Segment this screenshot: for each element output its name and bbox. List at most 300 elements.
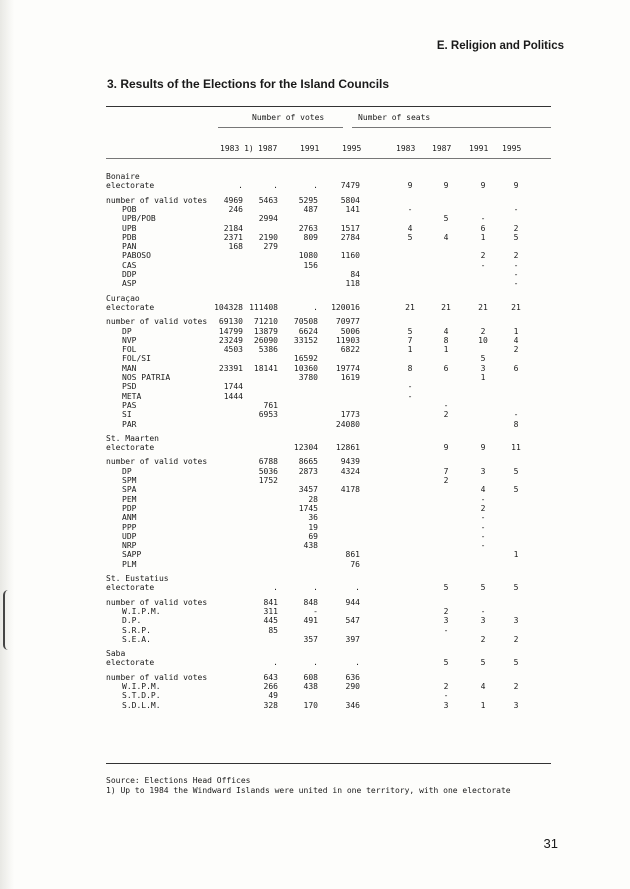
table-row	[0, 658, 630, 667]
row-label: MAN	[122, 363, 137, 373]
table-row	[0, 626, 630, 635]
table-row	[0, 523, 630, 532]
vote-cell: 487	[303, 204, 318, 214]
vote-cell: 69	[308, 531, 318, 541]
seat-cell: 8	[407, 363, 413, 373]
seat-cell: 5	[480, 354, 486, 364]
vote-cell: 6822	[340, 345, 360, 355]
table-row	[0, 649, 630, 658]
vote-cell: 18141	[253, 363, 278, 373]
seat-cell: 1	[480, 373, 486, 382]
seat-cell: 4	[480, 682, 486, 691]
vote-cell: 1745	[298, 503, 318, 513]
row-label: PAN	[122, 242, 137, 252]
seat-cell: 2	[443, 410, 449, 420]
row-label: S.T.D.P.	[122, 691, 161, 701]
table-row	[0, 303, 630, 312]
table-row	[0, 364, 630, 373]
vote-cell: 2371	[223, 232, 243, 242]
seat-cell: 6	[513, 363, 519, 373]
seat-cell: 2	[513, 251, 519, 261]
vote-cell: 111408	[249, 302, 278, 312]
vote-cell: 5386	[258, 345, 278, 355]
vote-cell: 290	[345, 682, 360, 691]
vote-cell: 2873	[298, 466, 318, 476]
vote-cell: 69130	[218, 317, 243, 327]
seat-cell: -	[513, 204, 519, 214]
vote-cell: 2994	[258, 214, 278, 224]
table-row	[0, 270, 630, 279]
seat-cell: 1	[513, 326, 519, 336]
vote-cell: 76	[350, 559, 360, 569]
vote-cell: 5036	[258, 466, 278, 476]
row-label: PPP	[122, 522, 137, 532]
vote-cell: 10360	[293, 363, 318, 373]
table-bottom-rule	[106, 763, 551, 764]
seat-cell: -	[480, 260, 486, 270]
page-title: 3. Results of the Elections for the Island Councils	[107, 77, 390, 91]
table-row	[0, 214, 630, 223]
table-row	[0, 673, 630, 682]
seat-cell: 21	[405, 302, 415, 312]
row-label: S.E.A.	[122, 634, 151, 644]
table-row	[0, 373, 630, 382]
seat-cell: -	[480, 522, 486, 532]
row-label: PSD	[122, 382, 137, 392]
vote-cell: 397	[345, 634, 360, 644]
table-top-rule	[106, 106, 551, 107]
row-label: POB	[122, 204, 137, 214]
row-label: PEM	[122, 494, 137, 504]
vote-cell: 19	[308, 522, 318, 532]
vote-cell: 346	[345, 700, 360, 710]
vote-cell: 4503	[223, 345, 243, 355]
vote-cell: 7479	[340, 181, 360, 191]
vote-cell: 643	[263, 672, 278, 682]
row-label: DP	[122, 326, 132, 336]
vote-cell: 1517	[340, 223, 360, 233]
vote-cell: 156	[303, 260, 318, 270]
table-row	[0, 317, 630, 326]
seat-cell: 1	[443, 345, 449, 355]
vote-cell: 1744	[223, 382, 243, 392]
source-note: Source: Elections Head Offices	[106, 776, 251, 785]
row-label: ASP	[122, 279, 137, 289]
vote-cell: 944	[345, 597, 360, 607]
row-label: S.R.P.	[122, 625, 151, 635]
vote-cell: 5463	[258, 195, 278, 205]
page-number: 31	[543, 836, 558, 851]
vote-cell: 6788	[258, 457, 278, 467]
seat-cell: 5	[407, 326, 413, 336]
row-label: FOL	[122, 345, 137, 355]
seat-cell: 21	[511, 302, 521, 312]
table-row	[0, 181, 630, 190]
table-row	[0, 574, 630, 583]
vote-cell: 13879	[253, 326, 278, 336]
row-label: DDP	[122, 270, 137, 279]
row-label: SPA	[122, 485, 137, 495]
seat-cell: 5	[513, 485, 519, 495]
table-row	[0, 354, 630, 363]
table-row	[0, 504, 630, 513]
seat-cell: -	[443, 400, 449, 410]
table-row	[0, 224, 630, 233]
seat-cell: 3	[443, 616, 449, 626]
table-row	[0, 392, 630, 401]
vote-cell: 4178	[340, 485, 360, 495]
row-label: electorate	[106, 583, 155, 593]
table-row	[0, 560, 630, 569]
vote-cell: 16592	[293, 354, 318, 364]
table-row	[0, 251, 630, 260]
table-row	[0, 495, 630, 504]
vote-cell: 841	[263, 597, 278, 607]
vote-cell: 118	[345, 279, 360, 289]
seat-cell: -	[443, 625, 449, 635]
vote-cell: 5295	[298, 195, 318, 205]
row-label: PAS	[122, 400, 137, 410]
vote-year-header: 1983 1)	[220, 144, 254, 153]
row-label: DP	[122, 466, 132, 476]
table-row	[0, 513, 630, 522]
table-row	[0, 336, 630, 345]
seat-cell: 3	[513, 700, 519, 710]
vote-cell: .	[313, 181, 318, 191]
vote-cell: 2190	[258, 232, 278, 242]
seat-cell: -	[407, 382, 413, 392]
seat-cell: 5	[443, 583, 449, 593]
vote-cell: 2184	[223, 223, 243, 233]
seat-year-header: 1983	[396, 144, 416, 153]
vote-cell: 36	[308, 513, 318, 523]
seat-cell: 5	[513, 466, 519, 476]
seat-cell: -	[480, 541, 486, 551]
table-row	[0, 635, 630, 644]
vote-cell: 1773	[340, 410, 360, 420]
table-row	[0, 550, 630, 559]
seat-cell: 2	[513, 634, 519, 644]
row-label: number of valid votes	[106, 597, 208, 607]
table-row	[0, 607, 630, 616]
vote-cell: 266	[263, 682, 278, 691]
row-label: UPB	[122, 223, 137, 233]
vote-cell: 6953	[258, 410, 278, 420]
vote-year-header: 1991	[300, 144, 320, 153]
row-label: Saba	[106, 649, 126, 659]
row-label: electorate	[106, 302, 155, 312]
seat-cell: 3	[513, 616, 519, 626]
vote-cell: 3780	[298, 373, 318, 382]
table-row	[0, 476, 630, 485]
seat-cell: -	[513, 260, 519, 270]
vote-cell: 608	[303, 672, 318, 682]
vote-cell: 1080	[298, 251, 318, 261]
table-row	[0, 382, 630, 391]
table-row	[0, 467, 630, 476]
vote-cell: 71210	[253, 317, 278, 327]
vote-cell: 141	[345, 204, 360, 214]
row-label: SPM	[122, 476, 137, 485]
seat-cell: 4	[480, 485, 486, 495]
seat-cell: 9	[480, 443, 486, 453]
vote-cell: 1752	[258, 476, 278, 485]
seat-cell: 3	[480, 466, 486, 476]
vote-cell: -	[313, 606, 318, 616]
seat-cell: 4	[407, 223, 413, 233]
vote-cell: 1160	[340, 251, 360, 261]
vote-cell: 8665	[298, 457, 318, 467]
table-row	[0, 196, 630, 205]
vote-cell: 23391	[218, 363, 243, 373]
vote-cell: .	[313, 583, 318, 593]
vote-cell: 26090	[253, 335, 278, 345]
vote-cell: 445	[263, 616, 278, 626]
seat-cell: -	[480, 214, 486, 224]
table-row	[0, 327, 630, 336]
vote-cell: 49	[268, 691, 278, 701]
vote-cell: .	[313, 302, 318, 312]
seat-cell: 21	[478, 302, 488, 312]
seat-cell: 3	[443, 700, 449, 710]
seat-cell: 2	[480, 251, 486, 261]
vote-cell: 170	[303, 700, 318, 710]
vote-cell: 279	[263, 242, 278, 252]
vote-cell: 12304	[293, 443, 318, 453]
seat-cell: 2	[513, 345, 519, 355]
seat-cell: -	[480, 494, 486, 504]
vote-cell: 12861	[335, 443, 360, 453]
seat-cell: -	[407, 204, 413, 214]
seat-cell: -	[480, 606, 486, 616]
vote-cell: 761	[263, 400, 278, 410]
row-label: S.D.L.M.	[122, 700, 161, 710]
vote-cell: 438	[303, 682, 318, 691]
table-row	[0, 485, 630, 494]
row-label: PAR	[122, 419, 137, 429]
seat-cell: 4	[443, 232, 449, 242]
vote-cell: .	[238, 181, 243, 191]
seat-cell: 5	[407, 232, 413, 242]
seats-group-header: Number of seats	[358, 113, 431, 122]
vote-cell: 1619	[340, 373, 360, 382]
vote-cell: 848	[303, 597, 318, 607]
seat-cell: 11	[511, 443, 521, 453]
seat-year-header: 1995	[502, 144, 522, 153]
vote-cell: 311	[263, 606, 278, 616]
seats-group-rule	[352, 127, 551, 128]
row-label: NRP	[122, 541, 137, 551]
seat-cell: 7	[443, 466, 449, 476]
seat-cell: 2	[480, 634, 486, 644]
seat-cell: 1	[407, 345, 413, 355]
vote-cell: 6624	[298, 326, 318, 336]
section-header: E. Religion and Politics	[436, 40, 564, 52]
seat-year-header: 1987	[432, 144, 452, 153]
table-row	[0, 205, 630, 214]
vote-cell: 636	[345, 672, 360, 682]
row-label: W.I.P.M.	[122, 606, 161, 616]
seat-cell: 5	[480, 583, 486, 593]
vote-cell: 1444	[223, 391, 243, 401]
vote-cell: 23249	[218, 335, 243, 345]
seat-cell: 1	[480, 700, 486, 710]
vote-cell: .	[313, 658, 318, 668]
table-row	[0, 541, 630, 550]
table-row	[0, 457, 630, 466]
vote-cell: 861	[345, 550, 360, 560]
seat-cell: 5	[513, 232, 519, 242]
seat-cell: 8	[443, 335, 449, 345]
votes-group-rule	[218, 127, 343, 128]
vote-cell: 14799	[218, 326, 243, 336]
footnote: 1) Up to 1984 the Windward Islands were united in one territory, with one electorate	[106, 786, 511, 795]
row-label: D.P.	[122, 616, 142, 626]
row-label: PDB	[122, 232, 137, 242]
seat-cell: 5	[480, 658, 486, 668]
seat-cell: 8	[513, 419, 519, 429]
row-label: number of valid votes	[106, 195, 208, 205]
row-label: UDP	[122, 531, 137, 541]
vote-year-header: 1995	[342, 144, 362, 153]
row-label: Bonaire	[106, 172, 140, 181]
vote-cell: 85	[268, 625, 278, 635]
seat-cell: 9	[443, 443, 449, 453]
seat-cell: 1	[513, 550, 519, 560]
vote-cell: 246	[228, 204, 243, 214]
seat-cell: 5	[513, 658, 519, 668]
row-label: FOL/SI	[122, 354, 151, 364]
seat-cell: 9	[407, 181, 413, 191]
table-row	[0, 443, 630, 452]
row-label: W.I.P.M.	[122, 682, 161, 691]
vote-cell: .	[355, 658, 360, 668]
row-label: SI	[122, 410, 132, 420]
vote-cell: 5006	[340, 326, 360, 336]
row-label: electorate	[106, 181, 155, 191]
seat-cell: -	[513, 270, 519, 279]
seat-cell: 7	[407, 335, 413, 345]
row-label: UPB/POB	[122, 214, 156, 224]
vote-cell: 24080	[335, 419, 360, 429]
table-row	[0, 410, 630, 419]
seat-cell: 1	[480, 232, 486, 242]
vote-cell: 70508	[293, 317, 318, 327]
row-label: NVP	[122, 335, 137, 345]
seat-cell: 9	[480, 181, 486, 191]
seat-cell: -	[513, 279, 519, 289]
vote-cell: 809	[303, 232, 318, 242]
table-row	[0, 401, 630, 410]
seat-cell: 9	[443, 181, 449, 191]
table-row	[0, 701, 630, 710]
seat-cell: 2	[443, 682, 449, 691]
vote-cell: 547	[345, 616, 360, 626]
table-row	[0, 532, 630, 541]
vote-cell: 120016	[331, 302, 360, 312]
row-label: number of valid votes	[106, 672, 208, 682]
vote-year-header: 1987	[258, 144, 278, 153]
seat-cell: 2	[443, 606, 449, 616]
row-label: CAS	[122, 260, 137, 270]
table-row	[0, 691, 630, 700]
vote-cell: 4969	[223, 195, 243, 205]
seat-cell: 2	[480, 503, 486, 513]
table-row	[0, 242, 630, 251]
vote-cell: 3457	[298, 485, 318, 495]
seat-cell: 2	[513, 223, 519, 233]
row-label: PDP	[122, 503, 137, 513]
table-row	[0, 172, 630, 181]
row-label: St. Maarten	[106, 433, 159, 443]
vote-cell: .	[273, 181, 278, 191]
table-row	[0, 294, 630, 303]
seat-cell: 4	[443, 326, 449, 336]
votes-group-header: Number of votes	[252, 113, 325, 122]
row-label: ANM	[122, 513, 137, 523]
seat-cell: 9	[513, 181, 519, 191]
table-row	[0, 583, 630, 592]
seat-year-header: 1991	[469, 144, 489, 153]
vote-cell: .	[273, 583, 278, 593]
table-row	[0, 279, 630, 288]
vote-cell: 2763	[298, 223, 318, 233]
vote-cell: 168	[228, 242, 243, 252]
seat-cell: 2	[443, 476, 449, 485]
vote-cell: 19774	[335, 363, 360, 373]
vote-cell: 5804	[340, 195, 360, 205]
vote-cell: 84	[350, 270, 360, 279]
row-label: electorate	[106, 443, 155, 453]
table-row	[0, 345, 630, 354]
table-row	[0, 434, 630, 443]
seat-cell: 6	[480, 223, 486, 233]
seat-cell: 5	[443, 214, 449, 224]
seat-cell: 2	[513, 682, 519, 691]
vote-cell: 438	[303, 541, 318, 551]
vote-cell: 2784	[340, 232, 360, 242]
seat-cell: 3	[480, 363, 486, 373]
row-label: SAPP	[122, 550, 142, 560]
vote-cell: 4324	[340, 466, 360, 476]
row-label: number of valid votes	[106, 457, 208, 467]
vote-cell: 33152	[293, 335, 318, 345]
vote-cell: 491	[303, 616, 318, 626]
row-label: META	[122, 391, 142, 401]
row-label: Curaçao	[106, 293, 140, 303]
row-label: St. Eustatius	[106, 574, 169, 583]
header-bottom-rule	[106, 158, 551, 159]
vote-cell: 357	[303, 634, 318, 644]
table-row	[0, 616, 630, 625]
row-label: electorate	[106, 658, 155, 668]
seat-cell: 5	[443, 658, 449, 668]
vote-cell: 9439	[340, 457, 360, 467]
vote-cell: .	[273, 658, 278, 668]
row-label: number of valid votes	[106, 317, 208, 327]
vote-cell: 11903	[335, 335, 360, 345]
table-row	[0, 598, 630, 607]
vote-cell: 328	[263, 700, 278, 710]
vote-cell: 70977	[335, 317, 360, 327]
vote-cell: .	[355, 583, 360, 593]
row-label: PLM	[122, 559, 137, 569]
row-label: PABOSO	[122, 251, 151, 261]
table-row	[0, 233, 630, 242]
seat-cell: 4	[513, 335, 519, 345]
seat-cell: 21	[441, 302, 451, 312]
seat-cell: 6	[443, 363, 449, 373]
